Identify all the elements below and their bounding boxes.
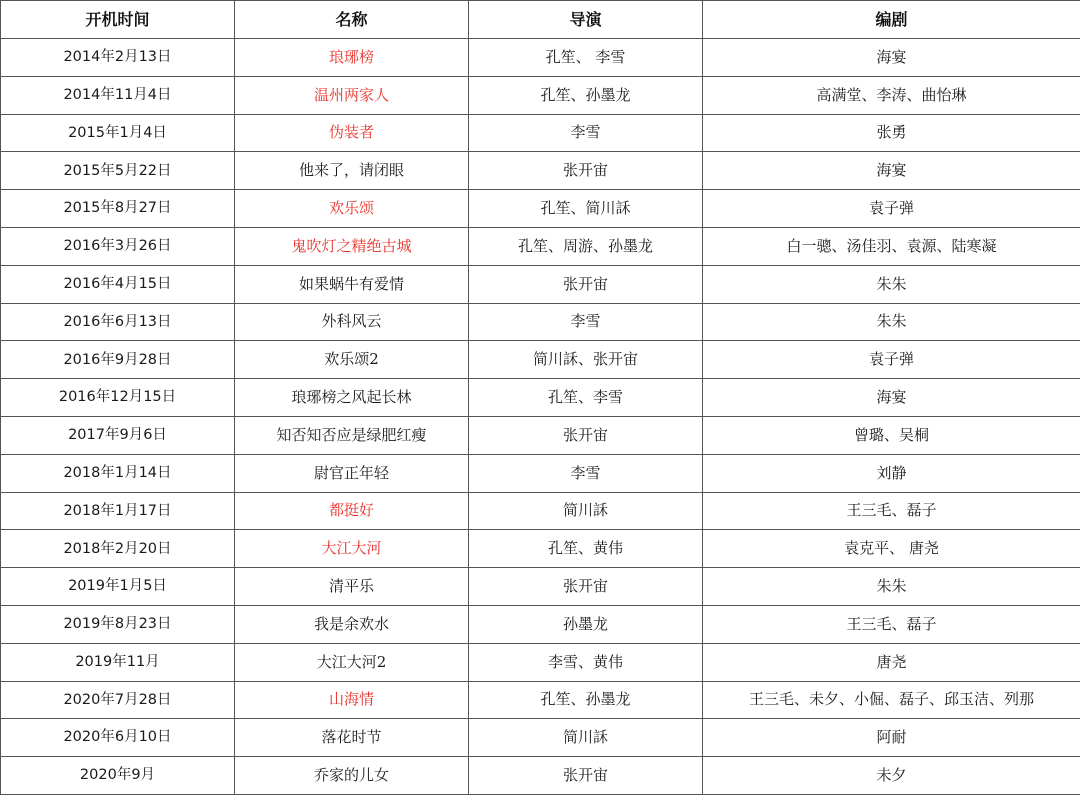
- cell-title: 大江大河: [235, 530, 469, 568]
- cell-start-date: 2018年2月20日: [1, 530, 235, 568]
- table-row: [1, 568, 1080, 606]
- cell-title: 琅琊榜之风起长林: [235, 379, 469, 417]
- cell-writer: 海宴: [703, 152, 1080, 190]
- cell-start-date: 2016年4月15日: [1, 265, 235, 303]
- cell-writer: 海宴: [703, 39, 1080, 77]
- cell-director: 孔笙、李雪: [469, 379, 703, 417]
- table-row: [1, 341, 1080, 379]
- cell-writer: 朱朱: [703, 303, 1080, 341]
- cell-writer: 张勇: [703, 114, 1080, 152]
- table-row: [1, 379, 1080, 417]
- cell-start-date: 2019年8月23日: [1, 605, 235, 643]
- header-title: 名称: [235, 1, 469, 39]
- cell-writer: 王三毛、磊子: [703, 492, 1080, 530]
- cell-director: 简川訸: [469, 492, 703, 530]
- cell-title: 乔家的儿女: [235, 757, 469, 795]
- cell-writer: 曾璐、吴桐: [703, 416, 1080, 454]
- cell-start-date: 2015年8月27日: [1, 190, 235, 228]
- table-row: [1, 227, 1080, 265]
- cell-writer: 白一骢、汤佳羽、袁源、陆寒凝: [703, 227, 1080, 265]
- cell-writer: 海宴: [703, 379, 1080, 417]
- table-row: [1, 114, 1080, 152]
- cell-writer: 袁子弹: [703, 341, 1080, 379]
- cell-title: 鬼吹灯之精绝古城: [235, 227, 469, 265]
- cell-writer: 高满堂、李涛、曲怡琳: [703, 76, 1080, 114]
- table-body: [1, 39, 1080, 795]
- cell-director: 简川訸、张开宙: [469, 341, 703, 379]
- cell-start-date: 2019年11月: [1, 643, 235, 681]
- cell-start-date: 2019年1月5日: [1, 568, 235, 606]
- table-row: [1, 303, 1080, 341]
- cell-title: 外科风云: [235, 303, 469, 341]
- cell-start-date: 2016年6月13日: [1, 303, 235, 341]
- header-writer: 编剧: [703, 1, 1080, 39]
- cell-writer: 唐尧: [703, 643, 1080, 681]
- table-row: [1, 605, 1080, 643]
- table-row: [1, 492, 1080, 530]
- cell-start-date: 2020年7月28日: [1, 681, 235, 719]
- cell-title: 清平乐: [235, 568, 469, 606]
- cell-title: 山海情: [235, 681, 469, 719]
- cell-director: 孔笙、 李雪: [469, 39, 703, 77]
- cell-start-date: 2018年1月17日: [1, 492, 235, 530]
- cell-director: 简川訸: [469, 719, 703, 757]
- header-director: 导演: [469, 1, 703, 39]
- cell-writer: 未夕: [703, 757, 1080, 795]
- table-row: [1, 265, 1080, 303]
- cell-writer: 刘静: [703, 454, 1080, 492]
- cell-director: 张开宙: [469, 416, 703, 454]
- cell-title: 都挺好: [235, 492, 469, 530]
- cell-title: 他来了，请闭眼: [235, 152, 469, 190]
- table-row: [1, 39, 1080, 77]
- cell-writer: 朱朱: [703, 265, 1080, 303]
- table-row: [1, 530, 1080, 568]
- cell-director: 李雪: [469, 114, 703, 152]
- cell-director: 李雪: [469, 454, 703, 492]
- cell-start-date: 2018年1月14日: [1, 454, 235, 492]
- cell-director: 张开宙: [469, 152, 703, 190]
- cell-start-date: 2014年11月4日: [1, 76, 235, 114]
- cell-title: 我是余欢水: [235, 605, 469, 643]
- cell-title: 琅琊榜: [235, 39, 469, 77]
- cell-title: 如果蜗牛有爱情: [235, 265, 469, 303]
- cell-title: 温州两家人: [235, 76, 469, 114]
- table-row: [1, 681, 1080, 719]
- cell-title: 欢乐颂: [235, 190, 469, 228]
- cell-title: 大江大河2: [235, 643, 469, 681]
- cell-start-date: 2016年12月15日: [1, 379, 235, 417]
- cell-writer: 阿耐: [703, 719, 1080, 757]
- cell-director: 李雪、黄伟: [469, 643, 703, 681]
- cell-writer: 朱朱: [703, 568, 1080, 606]
- cell-title: 伪装者: [235, 114, 469, 152]
- cell-title: 落花时节: [235, 719, 469, 757]
- cell-writer: 袁克平、 唐尧: [703, 530, 1080, 568]
- cell-start-date: 2017年9月6日: [1, 416, 235, 454]
- cell-director: 张开宙: [469, 757, 703, 795]
- table-row: [1, 76, 1080, 114]
- table-row: [1, 643, 1080, 681]
- cell-director: 李雪: [469, 303, 703, 341]
- cell-title: 尉官正年轻: [235, 454, 469, 492]
- cell-start-date: 2015年5月22日: [1, 152, 235, 190]
- cell-director: 孙墨龙: [469, 605, 703, 643]
- cell-start-date: 2015年1月4日: [1, 114, 235, 152]
- cell-director: 张开宙: [469, 265, 703, 303]
- cell-start-date: 2016年3月26日: [1, 227, 235, 265]
- cell-director: 孔笙、孙墨龙: [469, 76, 703, 114]
- table-row: [1, 719, 1080, 757]
- cell-director: 孔笙、周游、孙墨龙: [469, 227, 703, 265]
- table-row: [1, 416, 1080, 454]
- cell-title: 知否知否应是绿肥红瘦: [235, 416, 469, 454]
- cell-start-date: 2020年6月10日: [1, 719, 235, 757]
- cell-writer: 王三毛、未夕、小倔、磊子、邱玉洁、列那: [703, 681, 1080, 719]
- cell-start-date: 2014年2月13日: [1, 39, 235, 77]
- cell-writer: 王三毛、磊子: [703, 605, 1080, 643]
- cell-start-date: 2020年9月: [1, 757, 235, 795]
- cell-director: 孔笙、孙墨龙: [469, 681, 703, 719]
- cell-start-date: 2016年9月28日: [1, 341, 235, 379]
- cell-director: 张开宙: [469, 568, 703, 606]
- cell-title: 欢乐颂2: [235, 341, 469, 379]
- header-start-date: 开机时间: [1, 1, 235, 39]
- table-row: [1, 757, 1080, 795]
- cell-writer: 袁子弹: [703, 190, 1080, 228]
- table-header: [1, 1, 1080, 39]
- table-row: [1, 454, 1080, 492]
- table-row: [1, 190, 1080, 228]
- cell-director: 孔笙、简川訸: [469, 190, 703, 228]
- table-row: [1, 152, 1080, 190]
- header-row: [1, 1, 1080, 39]
- cell-director: 孔笙、黄伟: [469, 530, 703, 568]
